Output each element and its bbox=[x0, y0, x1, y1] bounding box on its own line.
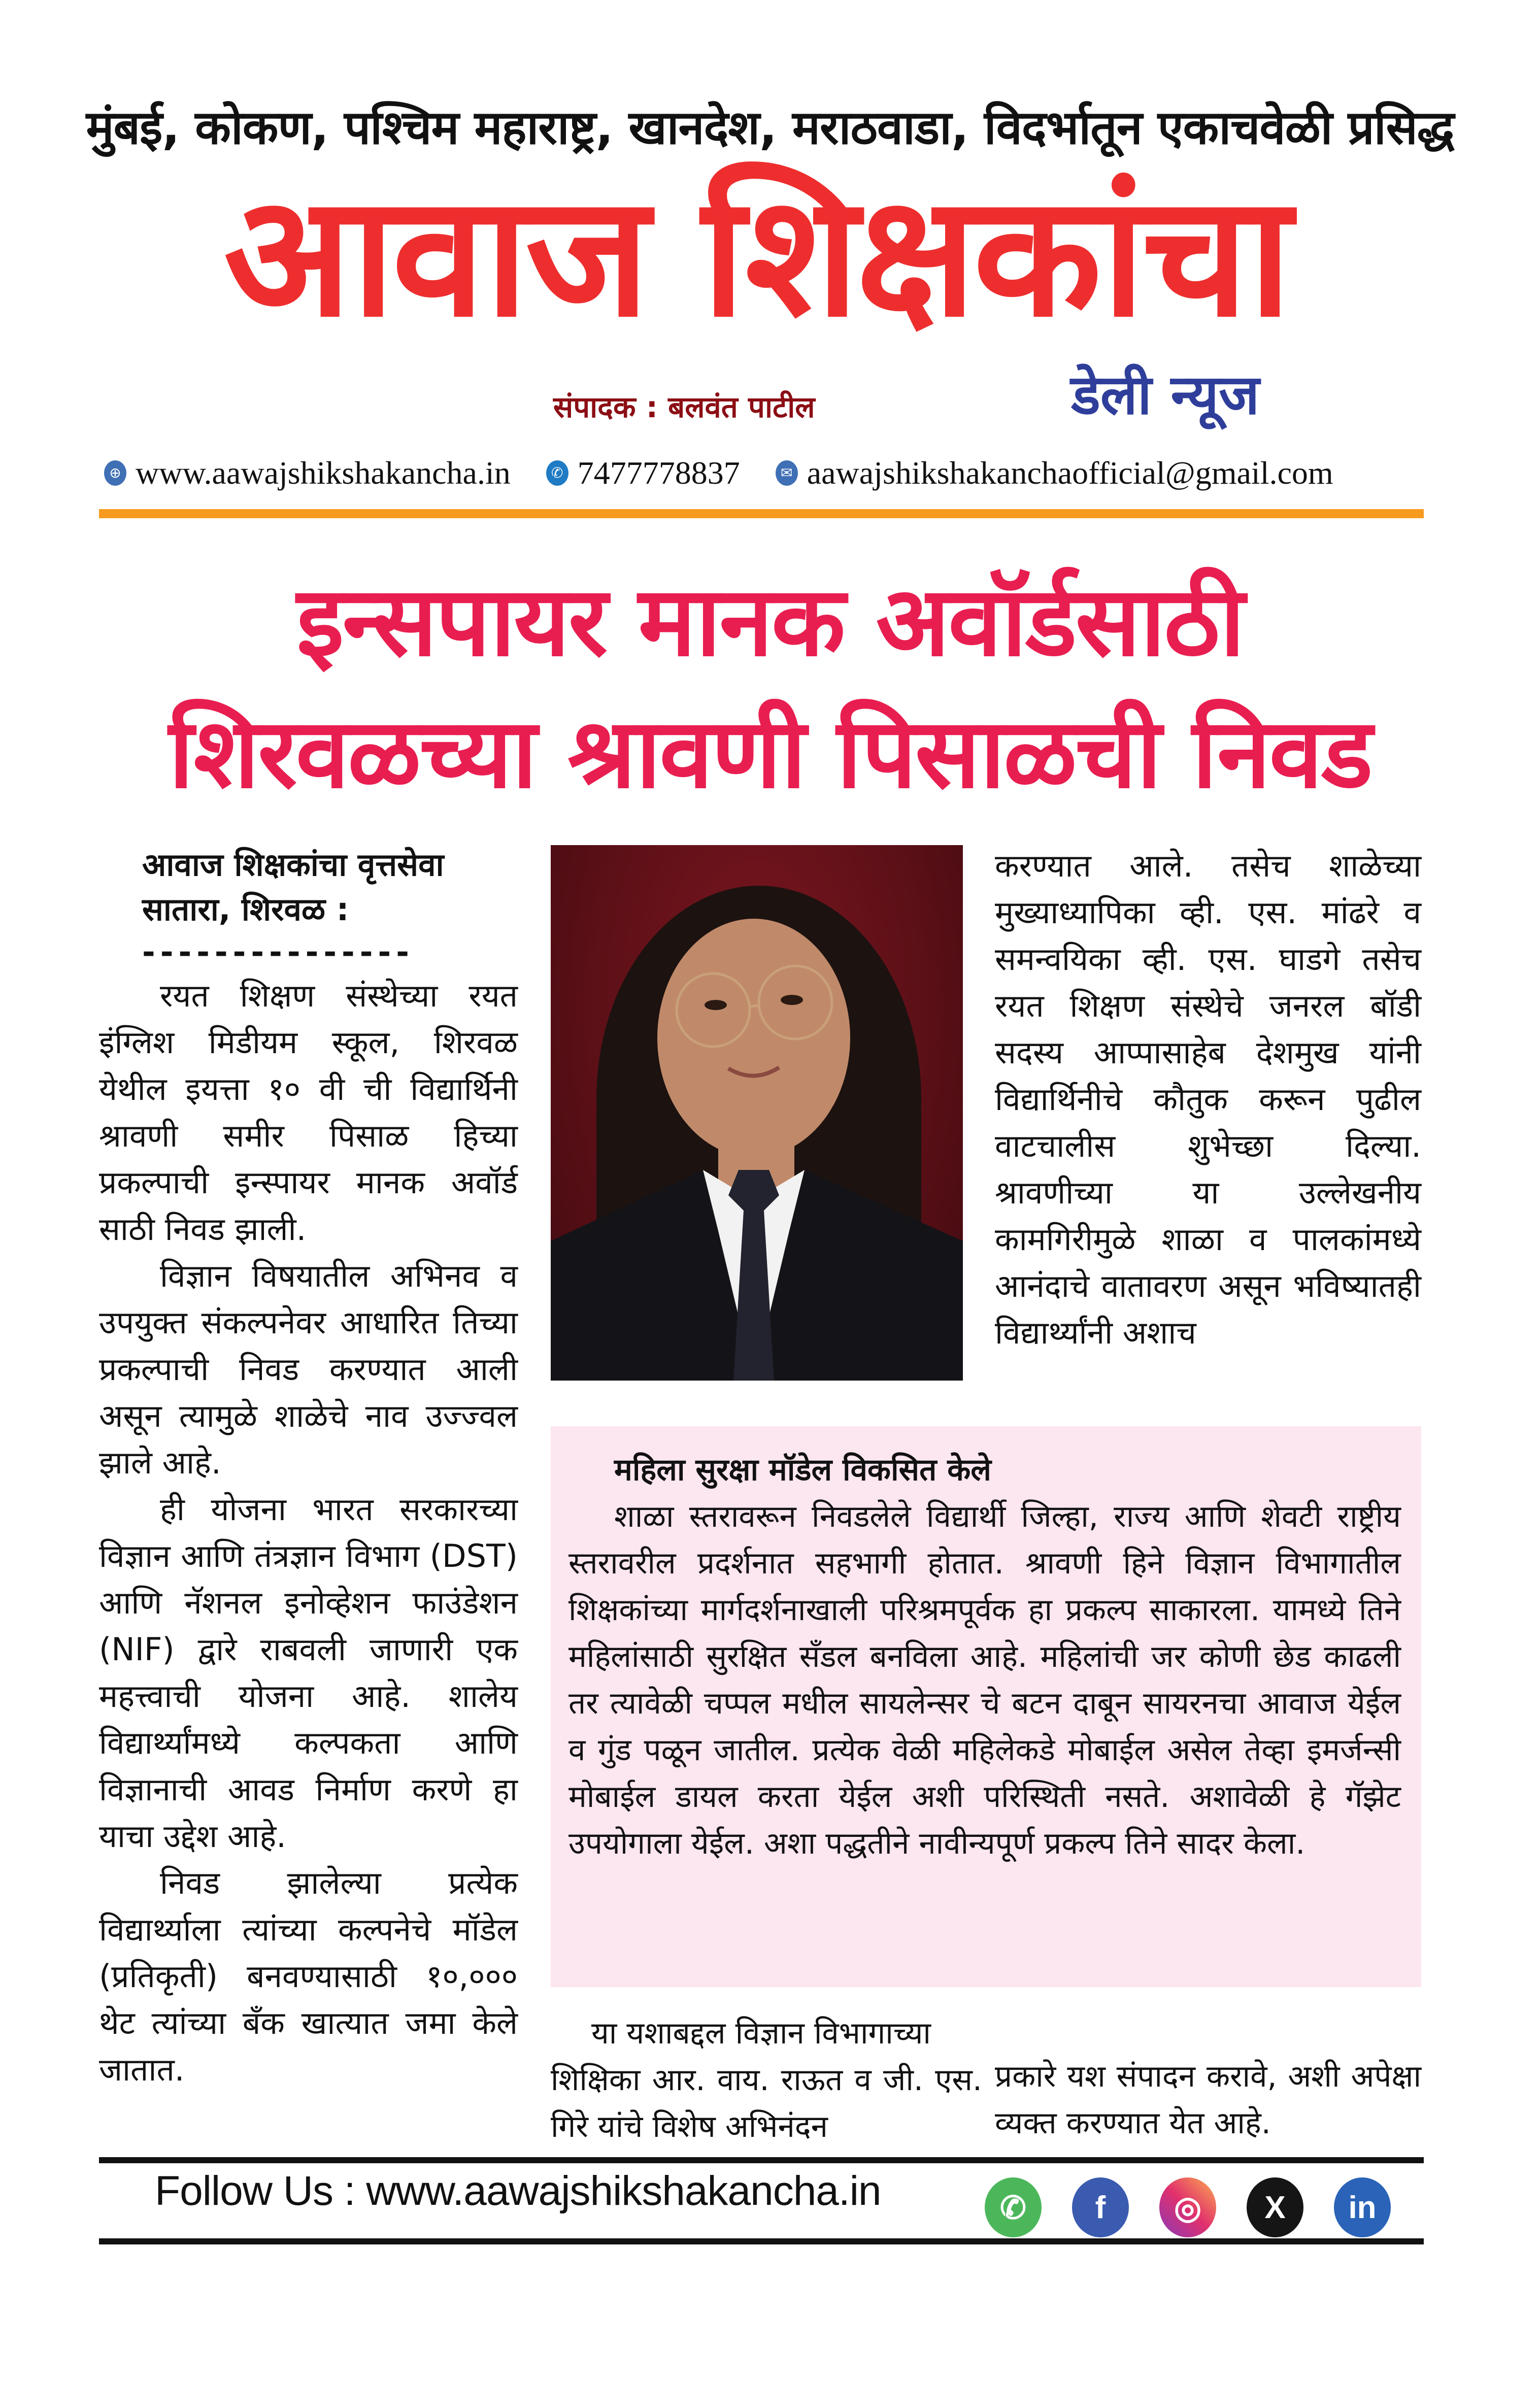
website-text[interactable]: www.aawajshikshakancha.in bbox=[136, 455, 511, 491]
contact-phone[interactable] bbox=[546, 454, 740, 492]
masthead-tagline: मुंबई, कोकण, पश्चिम महाराष्ट्र, खानदेश, मराठवाडा, विदर्भातून एकाचवेळी प्रसिद्ध bbox=[86, 100, 1454, 155]
globe-icon: ⊕ bbox=[104, 460, 126, 486]
left-column bbox=[99, 843, 518, 2093]
byline-location: सातारा, शिरवळ : bbox=[142, 891, 349, 928]
paragraph: विज्ञान विषयातील अभिनव व उपयुक्त संकल्पनेवर आधारित तिच्या प्रकल्पाची निवड करण्यात आली असून त्यामुळे शाळेचे नाव उज्ज्वल झाले आहे. bbox=[99, 1257, 518, 1481]
portrait-illustration bbox=[551, 845, 963, 1381]
email-text[interactable]: aawajshikshakanchaofficial@gmail.com bbox=[807, 455, 1333, 491]
contact-row bbox=[104, 454, 1424, 492]
contact-email[interactable] bbox=[776, 454, 1333, 492]
x-icon[interactable]: X bbox=[1247, 2177, 1303, 2237]
linkedin-icon[interactable]: in bbox=[1334, 2177, 1391, 2237]
footer-rule-top bbox=[99, 2157, 1424, 2163]
whatsapp-icon[interactable]: ✆ bbox=[985, 2177, 1042, 2237]
byline-separator: --------------- bbox=[142, 933, 414, 970]
instagram-icon[interactable]: ◎ bbox=[1159, 2177, 1216, 2237]
paragraph: निवड झालेल्या प्रत्येक विद्यार्थ्याला त्यांच्या कल्पनेचे मॉडेल (प्रतिकृती) बनवण्यासाठी १०,००० थेट त्यांच्या बँक खात्यात जमा केले जातात. bbox=[99, 1864, 518, 2088]
phone-icon: ✆ bbox=[546, 460, 568, 486]
bottom-left-rest: शिक्षिका आर. वाय. राऊत व जी. एस. गिरे यांचे विशेष अभिनंदन bbox=[551, 2062, 982, 2144]
paragraph: करण्यात आले. तसेच शाळेच्या मुख्याध्यापिका व्ही. एस. मांढरे व समन्वयिका व्ही. एस. घाडगे तसेच रयत शिक्षण संस्थेचे जनरल बॉडी सदस्य आप्पासाहेब देशमुख यांनी विद्यार्थिनीचे कौतुक करून पुढील वाटचालीस शुभेच्छा दिल्या. श्रावणीच्या या उल्लेखनीय कामगिरीमुळे शाळा व पालकांमध्ये आनंदाचे वातावरण असून भविष्यातही विद्यार्थ्यांनी अशाच bbox=[995, 847, 1421, 1351]
mail-icon: ✉ bbox=[776, 460, 798, 486]
right-column bbox=[995, 843, 1421, 1356]
box-title: महिला सुरक्षा मॉडेल विकसित केले bbox=[614, 1452, 991, 1488]
social-icons bbox=[985, 2177, 1391, 2237]
headline-line-2: शिरवळच्या श्रावणी पिसाळची निवड bbox=[169, 697, 1371, 810]
masthead-divider bbox=[99, 509, 1424, 518]
contact-website[interactable] bbox=[104, 454, 511, 492]
bottom-left-first-line: या यशाबद्दल विज्ञान विभागाच्या bbox=[591, 2016, 931, 2051]
headline-line-1: इन्सपायर मानक अवॉर्डसाठी bbox=[296, 565, 1244, 678]
student-photo bbox=[551, 845, 963, 1381]
edition-label: डेली न्यूज bbox=[1071, 363, 1260, 427]
editor-credit: संपादक : बलवंत पाटील bbox=[553, 390, 815, 424]
footer-rule-bottom bbox=[99, 2238, 1424, 2244]
bottom-left-text bbox=[551, 2010, 982, 2150]
follow-us-text[interactable]: Follow Us : www.aawajshikshakancha.in bbox=[155, 2168, 881, 2214]
paragraph: रयत शिक्षण संस्थेच्या रयत इंग्लिश मिडीयम स्कूल, शिरवळ येथील इयत्ता १० वी ची विद्यार्थिनी श्रावणी समीर पिसाळ हिच्या प्रकल्पाची इन्स्पायर मानक अवॉर्ड साठी निवड झाली. bbox=[99, 977, 518, 1248]
box-text: शाळा स्तरावरून निवडलेले विद्यार्थी जिल्हा, राज्य आणि शेवटी राष्ट्रीय स्तरावरील प्रदर्शनात सहभागी होतात. श्रावणी हिने विज्ञान विभागातील शिक्षकांच्या मार्गदर्शनाखाली परिश्रमपूर्वक हा प्रकल्प साकारला. यामध्ये तिने महिलांसाठी सुरक्षित सँडल बनविला आहे. महिलांची जर कोणी छेड काढली तर त्यावेळी चप्पल मधील सायलेन्सर चे बटन दाबून सायरनचा आवाज येईल व गुंड पळून जातील. प्रत्येक वेळी महिलेकडे मोबाईल असेल तेव्हा इमर्जन्सी मोबाईल डायल करता येईल अशी परिस्थिती नसते. अशावेळी हे गॅझेट उपयोगाला येईल. अशा पद्धतीने नावीन्यपूर्ण प्रकल्प तिने सादर केला. bbox=[568, 1499, 1401, 1861]
paragraph: ही योजना भारत सरकारच्या विज्ञान आणि तंत्रज्ञान विभाग (DST) आणि नॅशनल इनोव्हेशन फाउंडेशन (NIF) द्वारे राबवली जाणारी एक महत्त्वाची योजना आहे. शालेय विद्यार्थ्यांमध्ये कल्पकता आणि विज्ञानाची आवड निर्माण करणे हा याचा उद्देश आहे. bbox=[99, 1491, 518, 1855]
facebook-icon[interactable]: f bbox=[1072, 2177, 1129, 2237]
bottom-right-text: प्रकारे यश संपादन करावे, अशी अपेक्षा व्यक्त करण्यात येत आहे. bbox=[995, 2059, 1421, 2141]
byline-agency: आवाज शिक्षकांचा वृत्तसेवा bbox=[142, 846, 444, 883]
newspaper-logo: आवाज शिक्षकांचा bbox=[223, 159, 1289, 354]
highlight-box bbox=[551, 1426, 1421, 1987]
phone-text[interactable]: 7477778837 bbox=[577, 455, 740, 491]
